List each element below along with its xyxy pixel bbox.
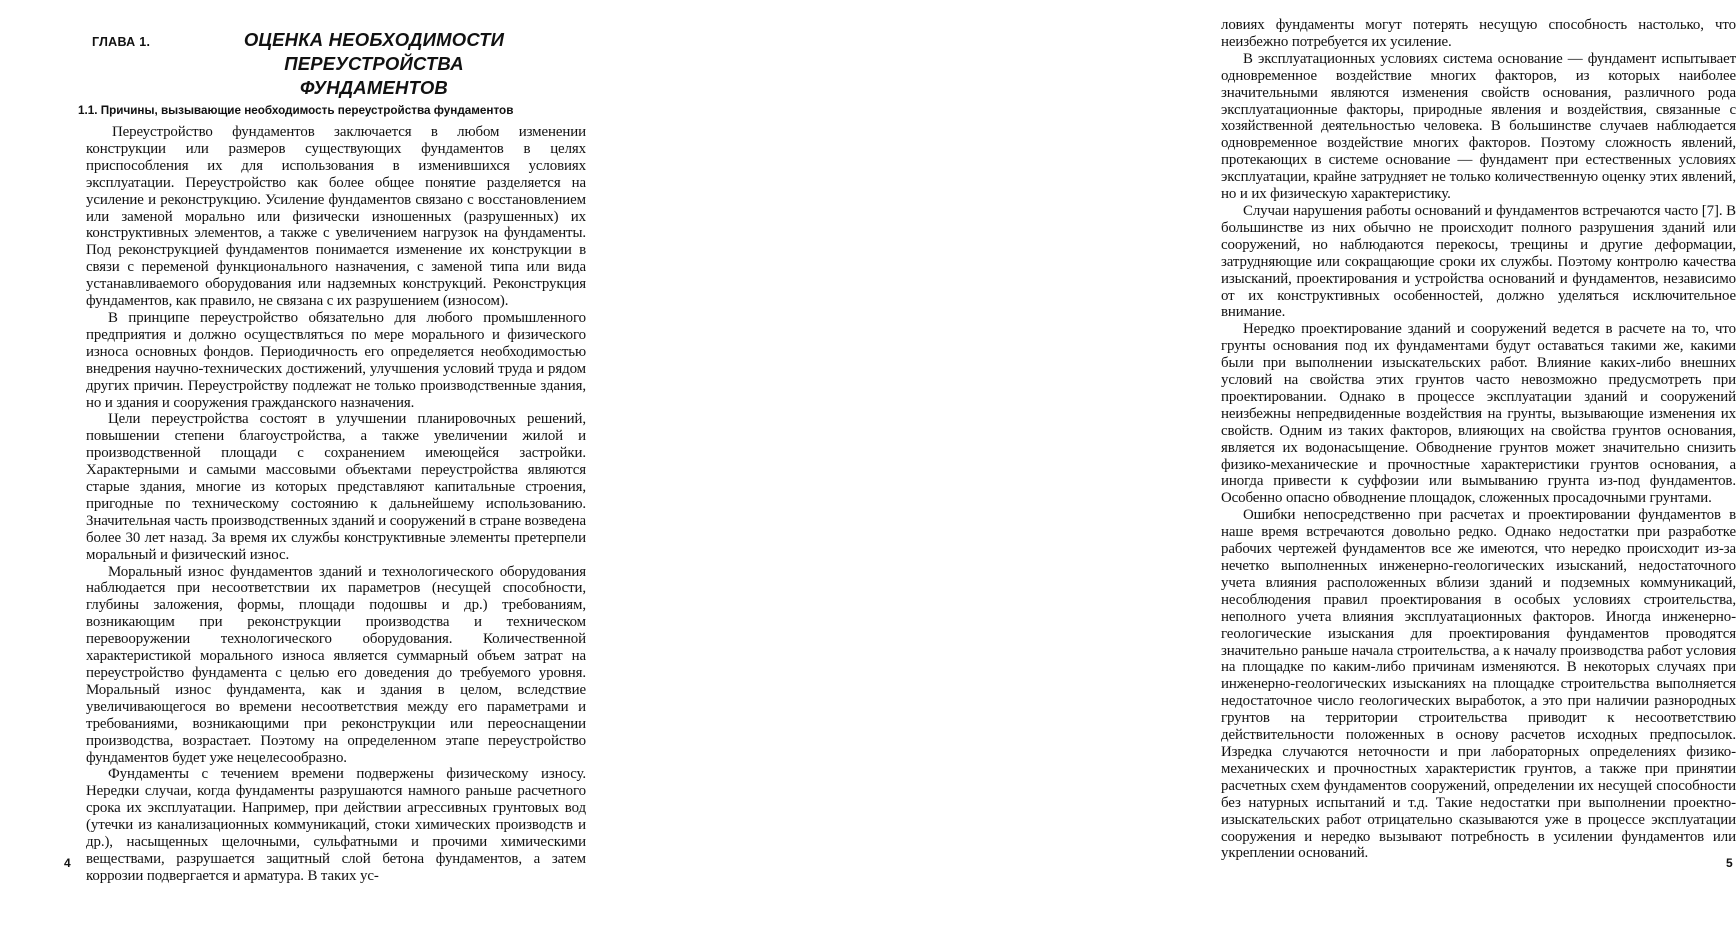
left-page [0,0,600,934]
page-number-right: 5 [1726,856,1733,870]
paragraph: Случаи нарушения работы оснований и фундаментов встречаются часто [7]. В большинстве из них обычно не происходит полного разрушения зданий или сооружений, но наблюдаются перекосы, трещины и другие деформации, затрудняющие или сокращающие сроки их службы. Поэтому контролю качества изысканий, проектирования и устройства оснований и фундаментов, независимо от их конструктивных особенностей, должно уделяться исключительное внимание. [1221,202,1736,321]
left-body-text [86,124,586,885]
paragraph: Нередко проектирование зданий и сооружений ведется в расчете на то, что грунты основания под их фундаментами будут оставаться такими же, какими были при выполнении изыскательских работ. Влияние каких-либо внешних условий на свойства этих грунтов часто невозможно предусмотреть при проектировании. Однако в процессе эксплуатации зданий и сооружений неизбежны непредвиденные воздействия на грунты, вызывающие изменения их свойств. Одним из таких факторов, влияющих на свойства грунтов основания, является их водонасыщение. Обводнение грунтов может значительно снизить физико-механические и прочностные характеристики грунтов основания, а иногда привести к суффозии или вымыванию грунта из-под фундаментов. Особенно опасно обводнение площадок, сложенных просадочными грунтами. [1221,321,1736,507]
paragraph: Фундаменты с течением времени подвержены физическому износу. Нередки случаи, когда фундаменты разрушаются намного раньше расчетного срока их эксплуатации. Например, при действии агрессивных грунтовых вод (утечки из канализационных коммуникаций, стоки химических производств и др.), насыщенных щелочными, сульфатными и прочими химическими веществами, разрушается защитный слой бетона фундаментов, а затем коррозии подвергается и арматура. В таких ус- [86,766,586,884]
paragraph: В принципе переустройство обязательно для любого промышленного предприятия и должно осуществляться по мере морального и физического износа основных фондов. Периодичность его определяется необходимостью внедрения научно-технических достижений, улучшения условий труда и рядом других причин. Переустройству подлежат не только производственные здания, но и здания и сооружения гражданского назначения. [86,309,586,411]
paragraph-continuation: ловиях фундаменты могут потерять несущую способность настолько, что неизбежно потребуется их усиление. [1221,17,1736,50]
right-page [600,0,1736,934]
chapter-label: ГЛАВА 1. [92,35,151,49]
chapter-title-line-2: ФУНДАМЕНТОВ [299,77,448,98]
paragraph: Переустройство фундаментов заключается в любом изменении конструкции или размеров существующих фундаментов в целях приспособления их для использования в изменившихся условиях эксплуатации. Переустройство как более общее понятие разделяется на усиление и реконструкцию. Усиление фундаментов связано с восстановлением или заменой морально или физически изношенных (разрушенных) их конструктивных элементов, а также с увеличением нагрузок на фундаменты. Под реконструкцией фундаментов понимается изменение их конструкции в связи с переменой функционального назначения, с заменой типа или вида устанавливаемого оборудования или надземных конструкций. Реконструкция фундаментов, как правило, не связана с их разрушением (износом). [86,124,586,310]
paragraph: Моральный износ фундаментов зданий и технологического оборудования наблюдается при несоответствии их параметров (несущей способности, глубины заложения, формы, площади подошвы и др.) требованиям, возникающим при реконструкции производства и техническом перевооружении технологического оборудования. Количественной характеристикой морального износа является суммарный объем затрат на переустройство фундамента с целью его доведения до требуемого уровня. Моральный износ фундамента, как и здания в целом, вследствие увеличивающегося во времени несоответствия между его параметрами и требованиями, возникающими при реконструкции или переоснащении производства, возрастает. Поэтому на определенном этапе переустройство фундаментов будет уже нецелесообразно. [86,563,586,766]
paragraph: В эксплуатационных условиях система основание — фундамент испытывает одновременное воздействие многих факторов, из которых наиболее значительными являются изменения свойств основания, различного рода эксплуатационные факторы, природные явления и воздействия, связанные с хозяйственной деятельностью человека. В большинстве случаев наблюдается одновременное воздействие многих факторов. Поэтому сложность явлений, протекающих в системе основание — фундамент при естественных условиях эксплуатации, крайне затрудняет не только количественную оценку этих явлений, но и их физическую характеристику. [1221,50,1736,203]
chapter-title [164,28,584,100]
section-heading: 1.1. Причины, вызывающие необходимость переустройства фундаментов [78,104,514,117]
page-number-left: 4 [64,856,71,870]
paragraph: Ошибки непосредственно при расчетах и проектировании фундаментов в наше время встречаются довольно редко. Однако недостатки при разработке рабочих чертежей фундаментов все же имеются, что нередко происходит из-за нечетко выполненных инженерно-геологических изысканий, недостаточного учета влияния расположенных вблизи зданий и подземных коммуникаций, несоблюдения правил проектирования в особых условиях строительства, неполного учета влияния эксплуатационных факторов. Иногда инженерно-геологические изыскания для проектирования фундаментов проводятся значительно раньше начала строительства, а к началу производства работ условия на площадке по каким-либо причинам изменяются. В некоторых случаях при инженерно-геологических изысканиях на площадке строительства выполняется недостаточное число геологических выработок, а это при наличии разнородных грунтов на территории строительства приводит к несоответствию действительности положенных в основу расчетов исходных предпосылок. Изредка случаются неточности и при лабораторных определениях физико-механических и прочностных характеристик грунтов, а также при принятии расчетных схем фундаментов сооружений, определении их несущей способности без натурных испытаний и т.д. Такие недостатки при выполнении проектно-изыскательских работ отрицательно сказываются уже в процессе эксплуатации сооружения и нередко вызывают потребность в усилении фундаментов или укреплении оснований. [1221,507,1736,862]
right-body-text [1221,17,1736,862]
chapter-title-line-1: ОЦЕНКА НЕОБХОДИМОСТИ ПЕРЕУСТРОЙСТВА [243,29,505,74]
paragraph: Цели переустройства состоят в улучшении планировочных решений, повышении степени благоустройства, а также увеличении жилой и производственной площади с сохранением имеющейся застройки. Характерными и самыми массовыми объектами переустройства являются старые здания, многие из которых представляют капитальные строения, пригодные по техническому состоянию к дальнейшему использованию. Значительная часть производственных зданий и сооружений в стране возведена более 30 лет назад. За время их службы конструктивные элементы претерпели моральный и физический износ. [86,411,586,563]
